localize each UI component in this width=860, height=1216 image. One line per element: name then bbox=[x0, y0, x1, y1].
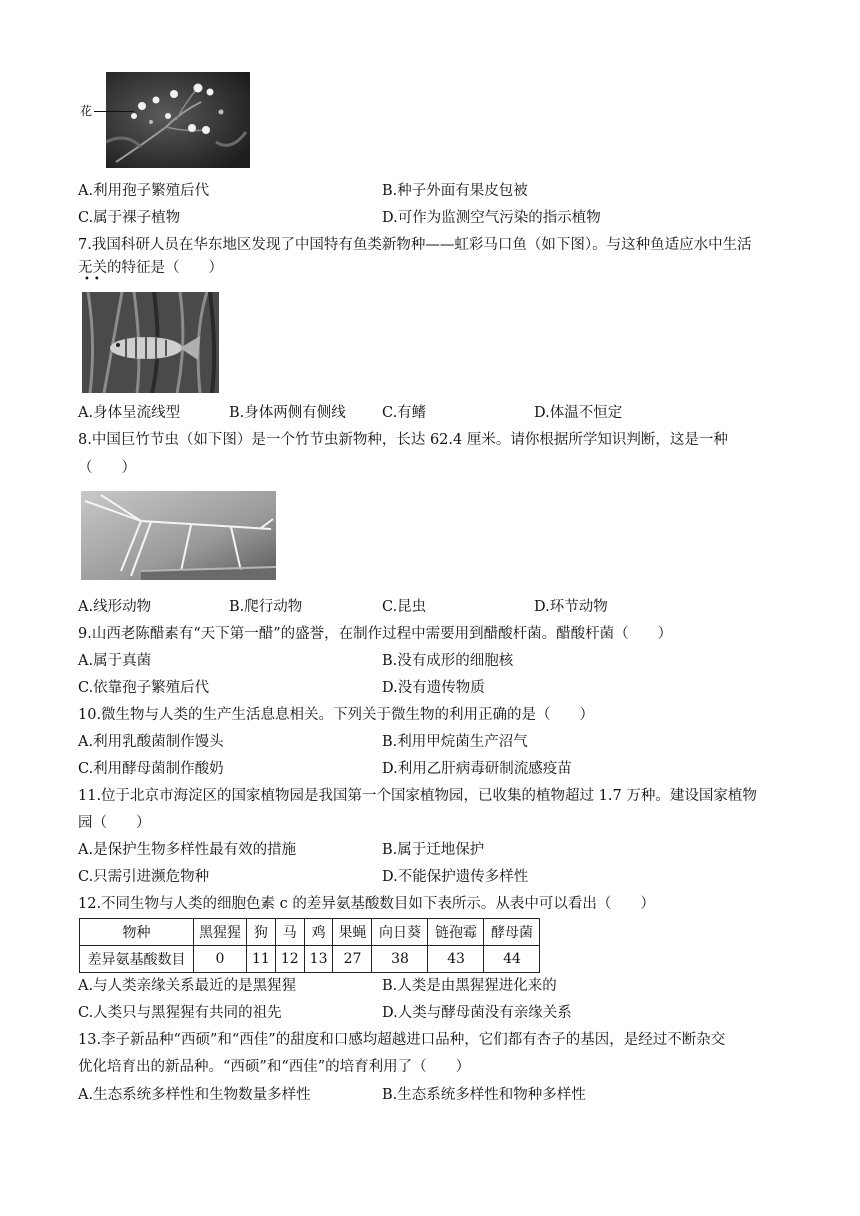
table-header-cell: 向日葵 bbox=[372, 919, 428, 946]
table-header-cell: 狗 bbox=[247, 919, 276, 946]
table-cell: 差异氨基酸数目 bbox=[80, 946, 194, 973]
fish-photo bbox=[82, 292, 219, 393]
q7-option-a: A.身体呈流线型 bbox=[78, 405, 181, 421]
q8-option-a: A.线形动物 bbox=[78, 599, 152, 615]
table-header-cell: 马 bbox=[275, 919, 304, 946]
table-cell: 38 bbox=[372, 946, 428, 973]
table-cell: 13 bbox=[304, 946, 333, 973]
q12-option-d: D.人类与酵母菌没有亲缘关系 bbox=[382, 1005, 572, 1021]
q12-option-b: B.人类是由黑猩猩进化来的 bbox=[382, 978, 557, 994]
table-cell: 0 bbox=[194, 946, 247, 973]
table-header-cell: 鸡 bbox=[304, 919, 333, 946]
q10-option-b: B.利用甲烷菌生产沼气 bbox=[382, 734, 528, 750]
q7-option-b: B.身体两侧有侧线 bbox=[229, 405, 346, 421]
q9-stem: 9.山西老陈醋素有“天下第一醋”的盛誉，在制作过程中需要用到醋酸杆菌。醋酸杆菌（ ） bbox=[78, 626, 673, 642]
q12-option-c: C.人类只与黑猩猩有共同的祖先 bbox=[78, 1005, 282, 1021]
q8-option-d: D.环节动物 bbox=[534, 599, 608, 615]
q11-option-c: C.只需引进濒危物种 bbox=[78, 869, 210, 885]
q6-option-a: A.利用孢子繁殖后代 bbox=[78, 183, 210, 199]
table-row bbox=[80, 919, 540, 946]
table-header-cell: 物种 bbox=[80, 919, 194, 946]
q6-option-d: D.可作为监测空气污染的指示植物 bbox=[382, 210, 601, 226]
table-header-cell: 链孢霉 bbox=[428, 919, 484, 946]
table-cell: 43 bbox=[428, 946, 484, 973]
table-row bbox=[80, 946, 540, 973]
q13-option-b: B.生态系统多样性和物种多样性 bbox=[382, 1087, 586, 1103]
q12-stem: 12.不同生物与人类的细胞色素 c 的差异氨基酸数目如下表所示。从表中可以看出（ ） bbox=[78, 896, 655, 912]
q11-option-b: B.属于迁地保护 bbox=[382, 842, 485, 858]
q11-stem-line1: 11.位于北京市海淀区的国家植物园是我国第一个国家植物园，已收集的植物超过 1.7 万种。建设国家植物 bbox=[78, 788, 757, 804]
flower-label: 花 bbox=[80, 104, 93, 118]
table-header-cell: 酵母菌 bbox=[484, 919, 540, 946]
q9-option-d: D.没有遗传物质 bbox=[382, 680, 485, 696]
q13-stem-line1: 13.李子新品种“西硕”和“西佳”的甜度和口感均超越进口品种，它们都有杏子的基因，是经过不断杂交 bbox=[78, 1032, 726, 1048]
q11-option-a: A.是保护生物多样性最有效的措施 bbox=[78, 842, 297, 858]
table-cell: 11 bbox=[247, 946, 276, 973]
q10-stem: 10.微生物与人类的生产生活息息相关。下列关于微生物的利用正确的是（ ） bbox=[78, 707, 595, 723]
q10-option-a: A.利用乳酸菌制作馒头 bbox=[78, 734, 224, 750]
table-header-cell: 果蝇 bbox=[333, 919, 372, 946]
q7-option-d: D.体温不恒定 bbox=[534, 405, 623, 421]
q6-option-c: C.属于裸子植物 bbox=[78, 210, 181, 226]
stick-insect-photo bbox=[81, 491, 276, 580]
q11-stem-line2: 园（ ） bbox=[78, 815, 151, 831]
q6-option-b: B.种子外面有果皮包被 bbox=[382, 183, 528, 199]
q9-option-c: C.依靠孢子繁殖后代 bbox=[78, 680, 210, 696]
q9-option-a: A.属于真菌 bbox=[78, 653, 152, 669]
q11-option-d: D.不能保护遗传多样性 bbox=[382, 869, 529, 885]
table-cell: 12 bbox=[275, 946, 304, 973]
q8-stem-line2: （ ） bbox=[78, 460, 136, 476]
table-header-cell: 黑猩猩 bbox=[194, 919, 247, 946]
q8-option-b: B.爬行动物 bbox=[229, 599, 303, 615]
flower-photo bbox=[106, 72, 250, 168]
q9-option-b: B.没有成形的细胞核 bbox=[382, 653, 514, 669]
q10-option-d: D.利用乙肝病毒研制流感疫苗 bbox=[382, 761, 572, 777]
q10-option-c: C.利用酵母菌制作酸奶 bbox=[78, 761, 224, 777]
q7-stem-line2: 无关的特征是（ ） bbox=[78, 260, 223, 276]
amino-acid-table bbox=[79, 918, 540, 973]
table-cell: 44 bbox=[484, 946, 540, 973]
q7-stem-line1: 7.我国科研人员在华东地区发现了中国特有鱼类新物种——虹彩马口鱼（如下图）。与这种鱼适应水中生活 bbox=[78, 237, 752, 253]
flower-label-pointer bbox=[94, 111, 134, 112]
q8-option-c: C.昆虫 bbox=[382, 599, 427, 615]
emphasis-dots: •• bbox=[84, 274, 104, 285]
q13-option-a: A.生态系统多样性和生物数量多样性 bbox=[78, 1087, 311, 1103]
q12-option-a: A.与人类亲缘关系最近的是黑猩猩 bbox=[78, 978, 297, 994]
q13-stem-line2: 优化培育出的新品种。“西硕”和“西佳”的培育利用了（ ） bbox=[78, 1059, 471, 1075]
q8-stem-line1: 8.中国巨竹节虫（如下图）是一个竹节虫新物种，长达 62.4 厘米。请你根据所学知识判断，这是一种 bbox=[78, 432, 728, 448]
q7-option-c: C.有鳍 bbox=[382, 405, 427, 421]
table-cell: 27 bbox=[333, 946, 372, 973]
